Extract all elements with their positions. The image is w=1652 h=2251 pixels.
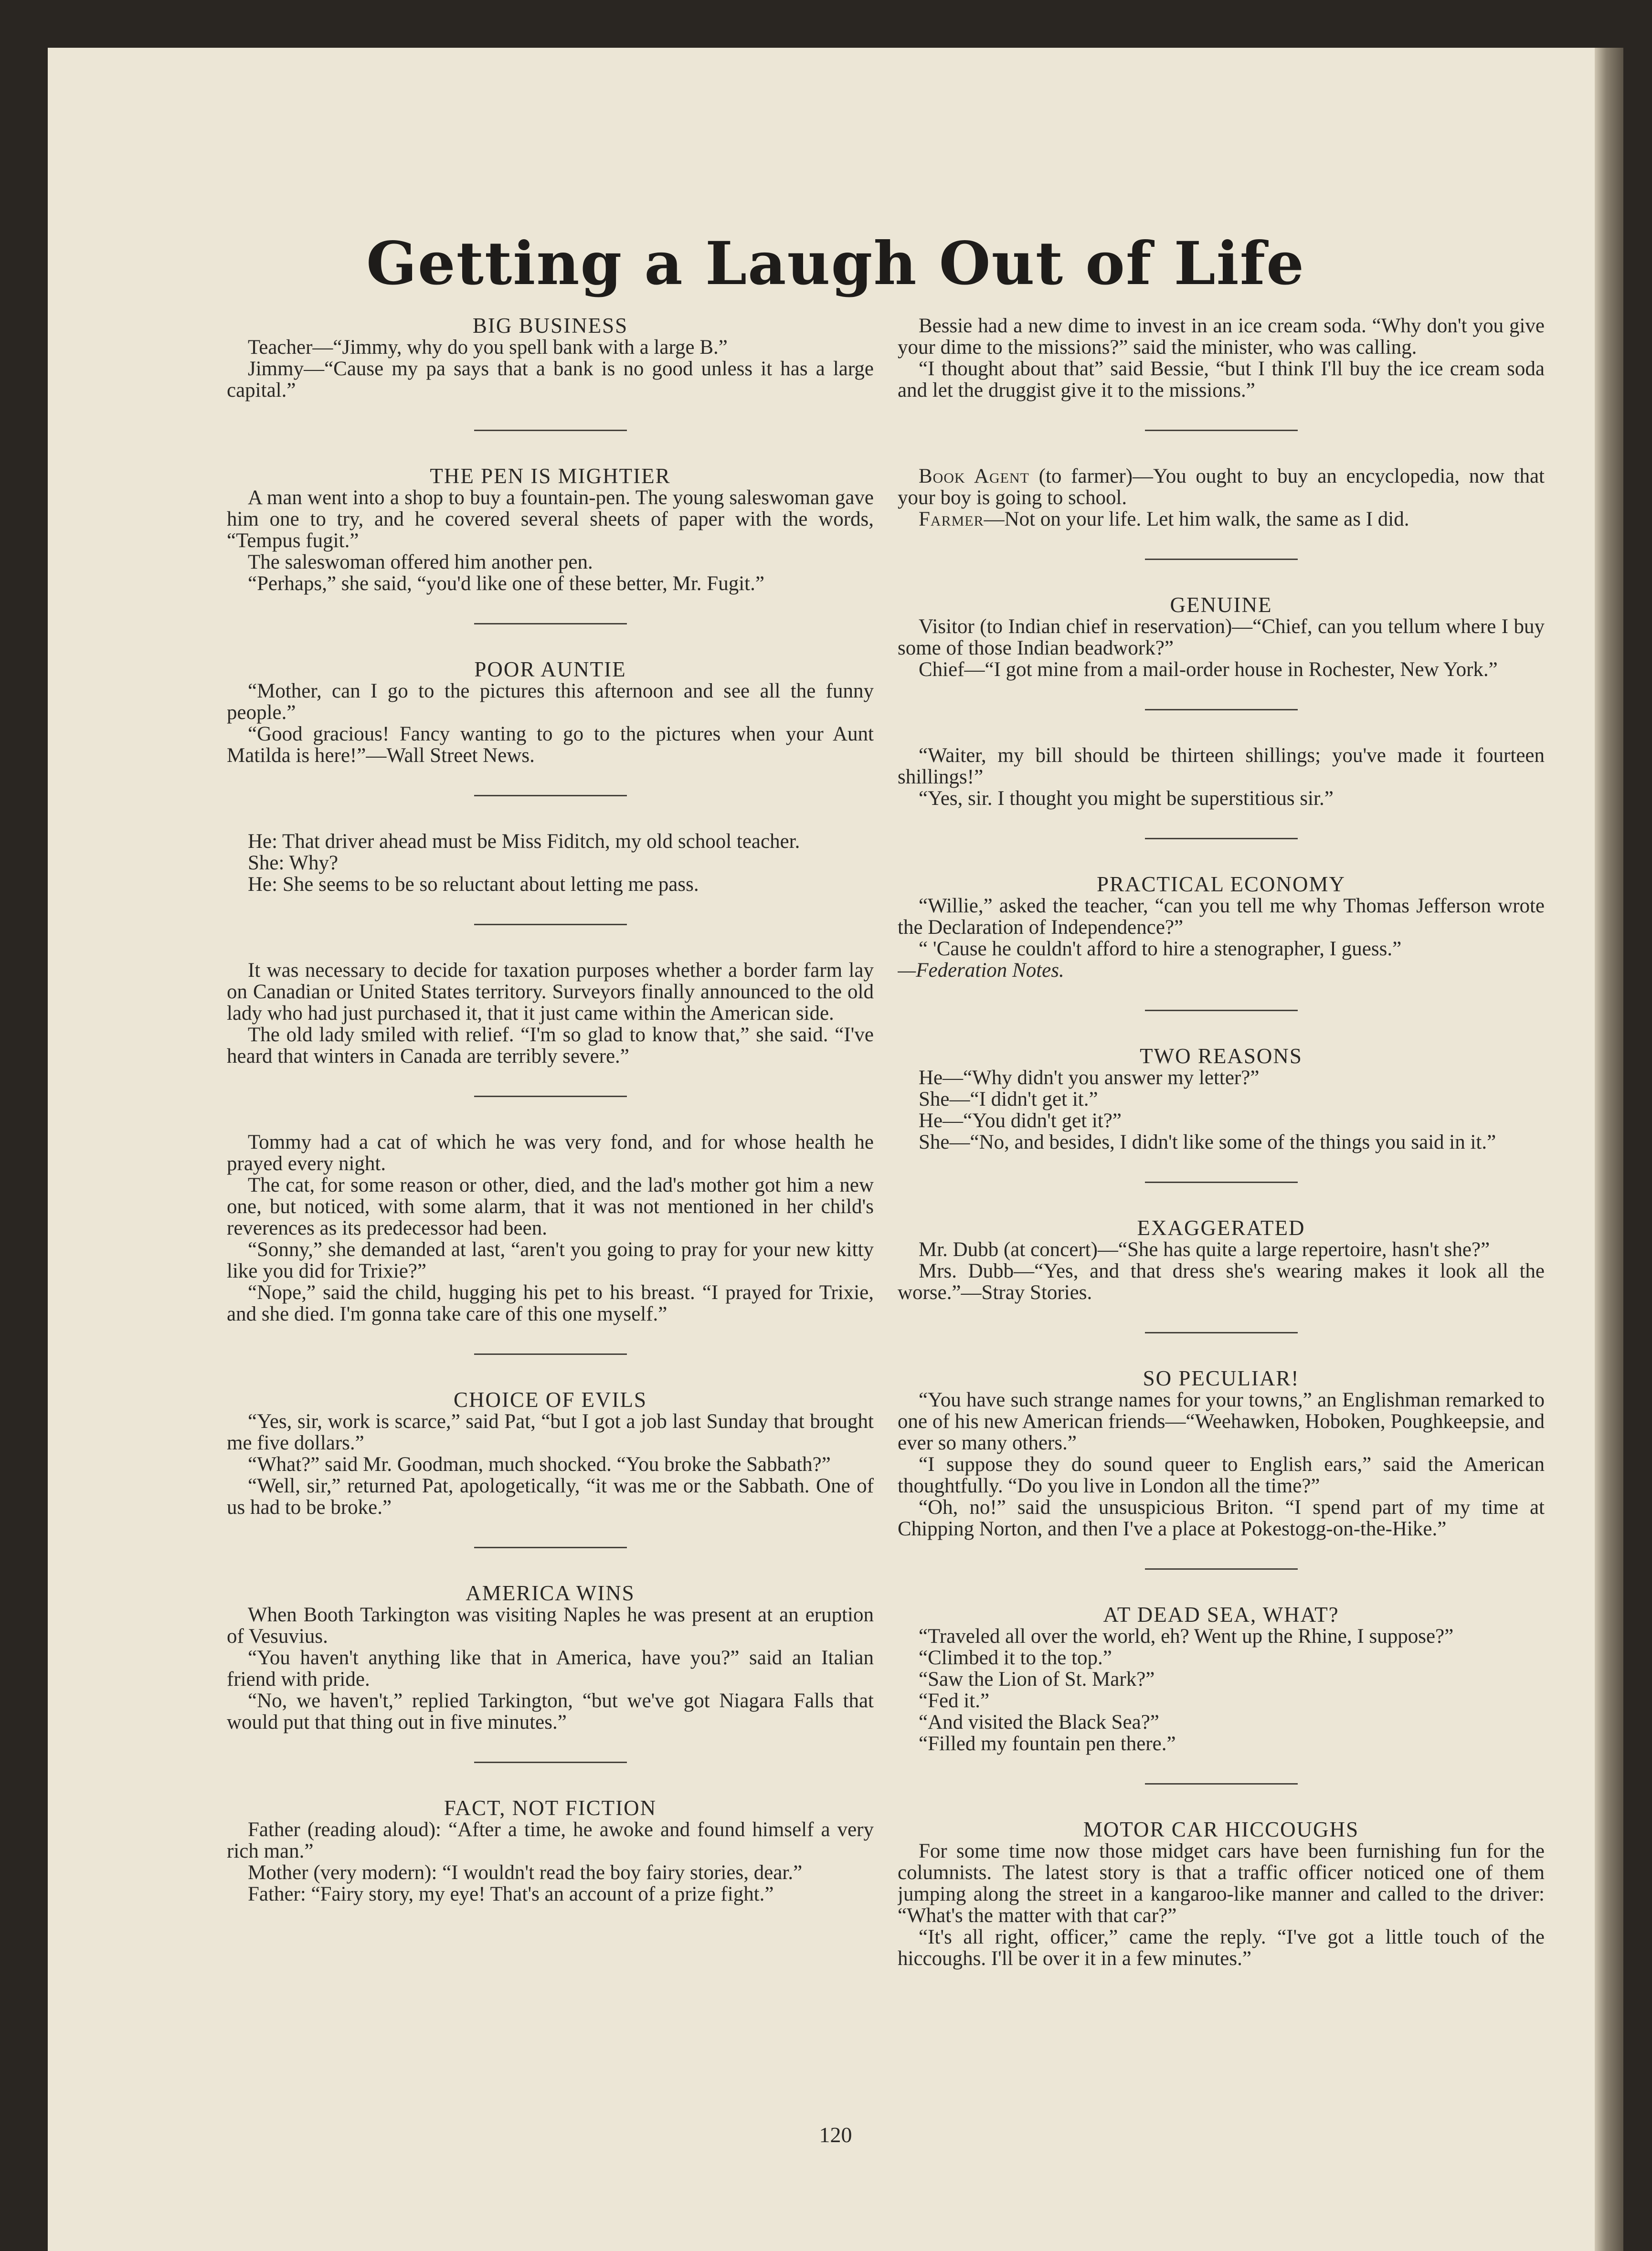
paragraph: The cat, for some reason or other, died, and the lad's mother got him a new one, but noticed, with some alarm, that it was not mentioned in her child's reverences as its predecessor had been. <box>227 1174 874 1239</box>
paragraph: When Booth Tarkington was visiting Naples he was present at an eruption of Vesuvius. <box>227 1604 874 1648</box>
paragraph: “Fed it.” <box>919 1690 990 1712</box>
paragraph: “Saw the Lion of St. Mark?” <box>919 1668 1155 1691</box>
paragraph: “Oh, no!” said the unsuspicious Briton. “I spend part of my time at Chipping Norton, and then I've a place at Pokestogg-on-the-Hike.” <box>898 1496 1545 1540</box>
paragraph: “Willie,” asked the teacher, “can you tell me why Thomas Jefferson wrote the Declaration of Independence?” <box>898 895 1545 939</box>
paragraph: A man went into a shop to buy a fountain-pen. The young saleswoman gave him one to try, and he covered several sheets of paper with the words, “Tempus fugit.” <box>227 486 874 552</box>
joke-driver-ahead <box>227 831 874 895</box>
joke-america-wins <box>227 1583 874 1733</box>
paragraph: He: That driver ahead must be Miss Fiditch, my old school teacher. <box>248 830 800 853</box>
section-divider <box>474 1762 627 1763</box>
paragraph: Mr. Dubb (at concert)—“She has quite a large repertoire, hasn't she?” <box>919 1238 1490 1261</box>
paragraph: “Yes, sir. I thought you might be superstitious sir.” <box>919 787 1334 810</box>
joke-tommy-cat <box>227 1131 874 1325</box>
joke-genuine <box>898 594 1545 680</box>
paragraph: “Nope,” said the child, hugging his pet to his breast. “I prayed for Trixie, and she died. I'm gonna take care of this one myself.” <box>227 1281 874 1325</box>
paragraph: She: Why? <box>248 852 339 874</box>
joke-pen-is-mightier <box>227 465 874 594</box>
paragraph: Teacher—“Jimmy, why do you spell bank with a large B.” <box>248 336 728 359</box>
paragraph: “I thought about that” said Bessie, “but I think I'll buy the ice cream soda and let the druggist give it to the missions.” <box>898 358 1545 402</box>
joke-two-reasons <box>898 1046 1545 1153</box>
paragraph: “You have such strange names for your towns,” an Englishman remarked to one of his new American friends—“Weehawken, Hoboken, Poughkeepsie, and ever so many others.” <box>898 1389 1545 1454</box>
paragraph: “And visited the Black Sea?” <box>919 1711 1159 1733</box>
paragraph: “Sonny,” she demanded at last, “aren't you going to pray for your new kitty like you did for Trixie?” <box>227 1238 874 1282</box>
paragraph: She—“I didn't get it.” <box>919 1088 1098 1110</box>
section-divider <box>474 623 627 624</box>
section-divider <box>474 430 627 431</box>
paragraph: Mrs. Dubb—“Yes, and that dress she's wearing makes it look all the worse.”—Stray Stories. <box>898 1260 1545 1304</box>
section-divider <box>474 1096 627 1097</box>
speaker-label: Book Agent <box>919 465 1030 487</box>
page-number: 120 <box>819 2123 852 2147</box>
joke-poor-auntie <box>227 659 874 766</box>
section-divider <box>1145 430 1298 431</box>
source-credit: —Federation Notes. <box>898 959 1064 982</box>
paragraph: “It's all right, officer,” came the reply. “I've got a little touch of the hiccoughs. I'll be over it in a few minutes.” <box>898 1926 1545 1970</box>
right-column <box>898 315 1545 2091</box>
paragraph: Chief—“I got mine from a mail-order house in Rochester, New York.” <box>919 658 1498 681</box>
page-title: Getting a Laugh Out of Life <box>366 229 1305 298</box>
joke-border-farm <box>227 960 874 1067</box>
paragraph: The saleswoman offered him another pen. <box>248 551 593 573</box>
section-heading: BIG BUSINESS <box>472 315 628 338</box>
paragraph: Father: “Fairy story, my eye! That's an account of a prize fight.” <box>248 1883 774 1905</box>
paragraph: Bessie had a new dime to invest in an ice cream soda. “Why don't you give your dime to the missions?” said the minister, who was calling. <box>898 315 1545 359</box>
paragraph: “Yes, sir, work is scarce,” said Pat, “but I got a job last Sunday that brought me five dollars.” <box>227 1410 874 1454</box>
paragraph: Father (reading aloud): “After a time, he awoke and found himself a very rich man.” <box>227 1818 874 1862</box>
section-heading: AT DEAD SEA, WHAT? <box>1103 1603 1339 1627</box>
joke-practical-economy <box>898 874 1545 981</box>
section-heading: MOTOR CAR HICCOUGHS <box>1083 1818 1359 1841</box>
paragraph <box>898 465 1545 508</box>
section-heading: GENUINE <box>1170 593 1272 617</box>
paragraph: He: She seems to be so reluctant about letting me pass. <box>248 873 699 896</box>
paragraph: “No, we haven't,” replied Tarkington, “but we've got Niagara Falls that would put that thing out in five minutes.” <box>227 1690 874 1733</box>
section-divider <box>1145 1783 1298 1785</box>
paragraph: It was necessary to decide for taxation purposes whether a border farm lay on Canadian or United States territory. Surveyors finally announced to the old lady who had just purchased it, that it just came within the American side. <box>227 959 874 1025</box>
paragraph: “Well, sir,” returned Pat, apologetically, “it was me or the Sabbath. One of us had to be broke.” <box>227 1475 874 1519</box>
magazine-page <box>48 48 1623 2251</box>
joke-bessie-dime <box>898 315 1545 401</box>
section-divider <box>474 924 627 925</box>
section-divider <box>474 1353 627 1355</box>
paragraph: “Filled my fountain pen there.” <box>919 1733 1176 1755</box>
joke-dead-sea <box>898 1604 1545 1754</box>
section-heading: POOR AUNTIE <box>474 657 626 681</box>
speaker-label: Farmer <box>919 508 984 530</box>
dialogue-text: (to farmer)—You ought to buy an encyclopedia, now that your boy is going to school. <box>898 465 1545 509</box>
paragraph: She—“No, and besides, I didn't like some of the things you said in it.” <box>919 1131 1496 1153</box>
section-divider <box>1145 838 1298 839</box>
paragraph: He—“Why didn't you answer my letter?” <box>919 1067 1260 1089</box>
section-divider <box>474 1547 627 1548</box>
joke-big-business <box>227 315 874 401</box>
paragraph: For some time now those midget cars have been furnishing fun for the columnists. The latest story is that a traffic officer noticed one of them jumping along the street in a kangaroo-like manner and called to the driver: “What's the matter with that car?” <box>898 1840 1545 1927</box>
section-divider <box>1145 1182 1298 1183</box>
section-divider <box>1145 559 1298 560</box>
section-heading: AMERICA WINS <box>466 1581 635 1605</box>
section-divider <box>474 795 627 796</box>
paragraph: Visitor (to Indian chief in reservation)—“Chief, can you tellum where I buy some of those Indian beadwork?” <box>898 615 1545 659</box>
paragraph: Tommy had a cat of which he was very fond, and for whose health he prayed every night. <box>227 1131 874 1175</box>
joke-waiter-bill <box>898 745 1545 809</box>
section-heading: TWO REASONS <box>1140 1044 1303 1068</box>
section-divider <box>1145 1332 1298 1333</box>
paragraph: He—“You didn't get it?” <box>919 1110 1122 1132</box>
joke-so-peculiar <box>898 1368 1545 1540</box>
paragraph: “Mother, can I go to the pictures this afternoon and see all the funny people.” <box>227 680 874 724</box>
section-divider <box>1145 709 1298 710</box>
paragraph: Jimmy—“Cause my pa says that a bank is no good unless it has a large capital.” <box>227 358 874 402</box>
section-heading: SO PECULIAR! <box>1143 1366 1300 1390</box>
paragraph: “What?” said Mr. Goodman, much shocked. “You broke the Sabbath?” <box>248 1453 831 1476</box>
section-heading: THE PEN IS MIGHTIER <box>430 464 671 488</box>
paragraph: Mother (very modern): “I wouldn't read the boy fairy stories, dear.” <box>248 1861 803 1884</box>
dialogue-text: —Not on your life. Let him walk, the same as I did. <box>984 508 1409 530</box>
paragraph: “Good gracious! Fancy wanting to go to the pictures when your Aunt Matilda is here!”—Wall Street News. <box>227 723 874 767</box>
paragraph: “ 'Cause he couldn't afford to hire a stenographer, I guess.” <box>919 938 1402 960</box>
section-heading: EXAGGERATED <box>1137 1216 1305 1240</box>
section-divider <box>1145 1568 1298 1570</box>
paragraph: The old lady smiled with relief. “I'm so glad to know that,” she said. “I've heard that winters in Canada are terribly severe.” <box>227 1024 874 1067</box>
section-heading: CHOICE OF EVILS <box>453 1388 647 1412</box>
section-heading: FACT, NOT FICTION <box>444 1796 657 1820</box>
section-heading: PRACTICAL ECONOMY <box>1096 872 1346 896</box>
paragraph: “Climbed it to the top.” <box>919 1647 1112 1669</box>
joke-exaggerated <box>898 1217 1545 1303</box>
joke-motor-car-hiccoughs <box>898 1819 1545 1969</box>
joke-book-agent <box>898 465 1545 530</box>
paragraph: “You haven't anything like that in America, have you?” said an Italian friend with pride. <box>227 1647 874 1691</box>
section-divider <box>1145 1010 1298 1011</box>
joke-fact-not-fiction <box>227 1797 874 1905</box>
joke-choice-of-evils <box>227 1389 874 1518</box>
paragraph: “Traveled all over the world, eh? Went up the Rhine, I suppose?” <box>919 1625 1454 1648</box>
left-column <box>227 315 874 2091</box>
paragraph: “Perhaps,” she said, “you'd like one of these better, Mr. Fugit.” <box>248 572 764 595</box>
paragraph: “I suppose they do sound queer to English ears,” said the American thoughtfully. “Do you live in London all the time?” <box>898 1453 1545 1497</box>
paragraph <box>898 508 1545 530</box>
paragraph: “Waiter, my bill should be thirteen shillings; you've made it fourteen shillings!” <box>898 744 1545 788</box>
page-spine-shadow <box>1595 48 1623 2251</box>
